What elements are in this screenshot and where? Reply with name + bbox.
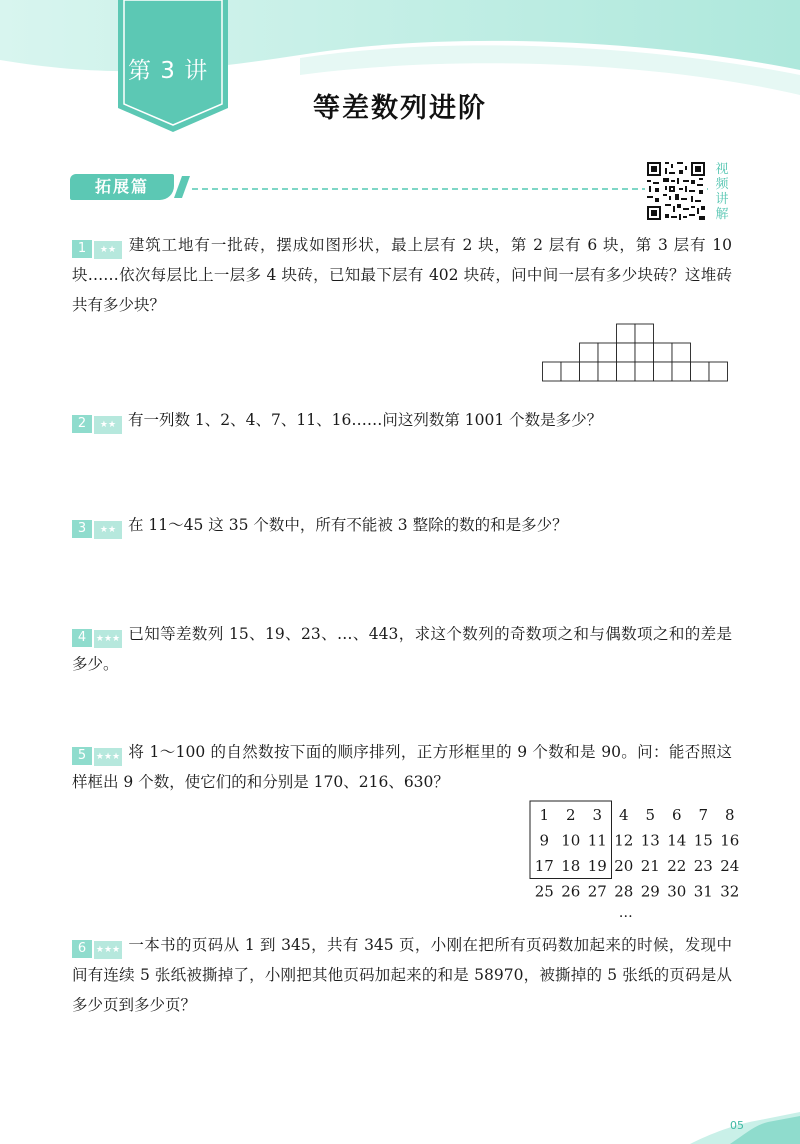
problem-text: 有一列数 1、2、4、7、11、16……问这列数第 1001 个数是多少？ (128, 411, 603, 429)
number-grid-figure (525, 798, 740, 928)
grid-number: 3 (592, 806, 603, 824)
brick (617, 362, 636, 381)
difficulty-stars-icon: ★★ (94, 521, 122, 539)
grid-number: 5 (645, 806, 656, 824)
brick (543, 362, 562, 381)
grid-number: 11 (587, 831, 607, 850)
grid-number: 22 (667, 857, 687, 875)
grid-ellipsis: … (618, 905, 633, 921)
problem-3 (72, 510, 732, 540)
difficulty-stars-icon: ★★ (94, 416, 122, 434)
problem-2 (72, 405, 732, 435)
grid-number: 6 (671, 806, 682, 824)
brick (672, 362, 691, 381)
grid-number: 32 (720, 882, 740, 901)
grid-number: 12 (614, 831, 634, 850)
grid-number: 13 (640, 831, 660, 850)
grid-number: 28 (614, 882, 634, 901)
difficulty-stars-icon: ★★ (94, 241, 122, 259)
grid-number: 19 (587, 857, 607, 875)
problem-number: 3 (72, 520, 92, 538)
brick (691, 362, 710, 381)
grid-number: 18 (561, 857, 581, 875)
grid-number: 30 (667, 882, 687, 901)
difficulty-stars-icon: ★★★ (94, 630, 122, 648)
brick (709, 362, 728, 381)
problem-1 (72, 230, 732, 320)
grid-number: 17 (534, 857, 554, 875)
difficulty-stars-icon: ★★★ (94, 941, 122, 959)
brick (635, 343, 654, 362)
grid-number: 24 (720, 857, 740, 875)
brick (598, 343, 617, 362)
brick (617, 343, 636, 362)
section-tab-label: 拓展篇 (70, 174, 174, 200)
grid-number: 10 (561, 831, 581, 850)
header-banner (0, 0, 800, 160)
problem-number: 1 (72, 240, 92, 258)
section-slash-decoration (174, 176, 190, 198)
problem-text: 将 1～100 的自然数按下面的顺序排列，正方形框里的 9 个数和是 90。问：能否照这样框出 9 个数，使它们的和分别是 170、216、630？ (72, 743, 732, 791)
grid-number: 9 (539, 831, 550, 850)
brick (561, 362, 580, 381)
problem-number: 5 (72, 747, 92, 765)
brick (672, 343, 691, 362)
video-label: 视频讲解 (715, 162, 729, 222)
problem-4 (72, 619, 732, 679)
grid-number: 16 (720, 831, 740, 850)
page-title: 等差数列进阶 (313, 93, 487, 124)
grid-number: 27 (587, 882, 607, 901)
page-number: 05 (730, 1119, 744, 1132)
problem-text: 已知等差数列 15、19、23、…、443，求这个数列的奇数项之和与偶数项之和的差是多少。 (72, 625, 732, 673)
grid-number: 23 (693, 857, 713, 875)
brick-pyramid-figure (540, 323, 730, 383)
grid-number: 31 (693, 882, 713, 901)
grid-number: 7 (698, 806, 709, 824)
brick (654, 343, 673, 362)
section-divider-line (192, 188, 708, 190)
grid-number: 2 (565, 806, 576, 824)
problem-6 (72, 930, 732, 1020)
grid-number: 26 (561, 882, 581, 901)
difficulty-stars-icon: ★★★ (94, 748, 122, 766)
section-heading (70, 172, 710, 202)
grid-number: 8 (724, 806, 735, 824)
problem-5 (72, 737, 732, 797)
problem-number: 6 (72, 940, 92, 958)
problem-text: 建筑工地有一批砖，摆成如图形状，最上层有 2 块，第 2 层有 6 块，第 3 层有 10 块……依次每层比上一层多 4 块砖，已知最下层有 402 块砖，问中间一层有多少块砖？这堆砖共有多少块？ (72, 236, 732, 314)
grid-number: 4 (618, 806, 629, 824)
grid-number: 14 (667, 831, 687, 850)
lecture-label: 第 3 讲 (128, 58, 209, 84)
brick (635, 362, 654, 381)
brick (580, 343, 599, 362)
problem-text: 在 11～45 这 35 个数中，所有不能被 3 整除的数的和是多少？ (128, 516, 568, 534)
problem-number: 4 (72, 629, 92, 647)
qr-code-icon[interactable] (645, 160, 707, 222)
brick (598, 362, 617, 381)
grid-number: 1 (539, 806, 550, 824)
brick (580, 362, 599, 381)
grid-number: 29 (640, 882, 660, 901)
grid-number: 20 (614, 857, 634, 875)
brick (617, 324, 636, 343)
brick (635, 324, 654, 343)
problem-number: 2 (72, 415, 92, 433)
grid-number: 25 (534, 882, 554, 901)
grid-number: 21 (640, 857, 660, 875)
brick (654, 362, 673, 381)
problem-text: 一本书的页码从 1 到 345，共有 345 页，小刚在把所有页码数加起来的时候，发现中间有连续 5 张纸被撕掉了，小刚把其他页码加起来的和是 58970，被撕掉的 5 张纸的页码是从多少页到多少页？ (72, 936, 732, 1014)
grid-number: 15 (693, 831, 713, 850)
